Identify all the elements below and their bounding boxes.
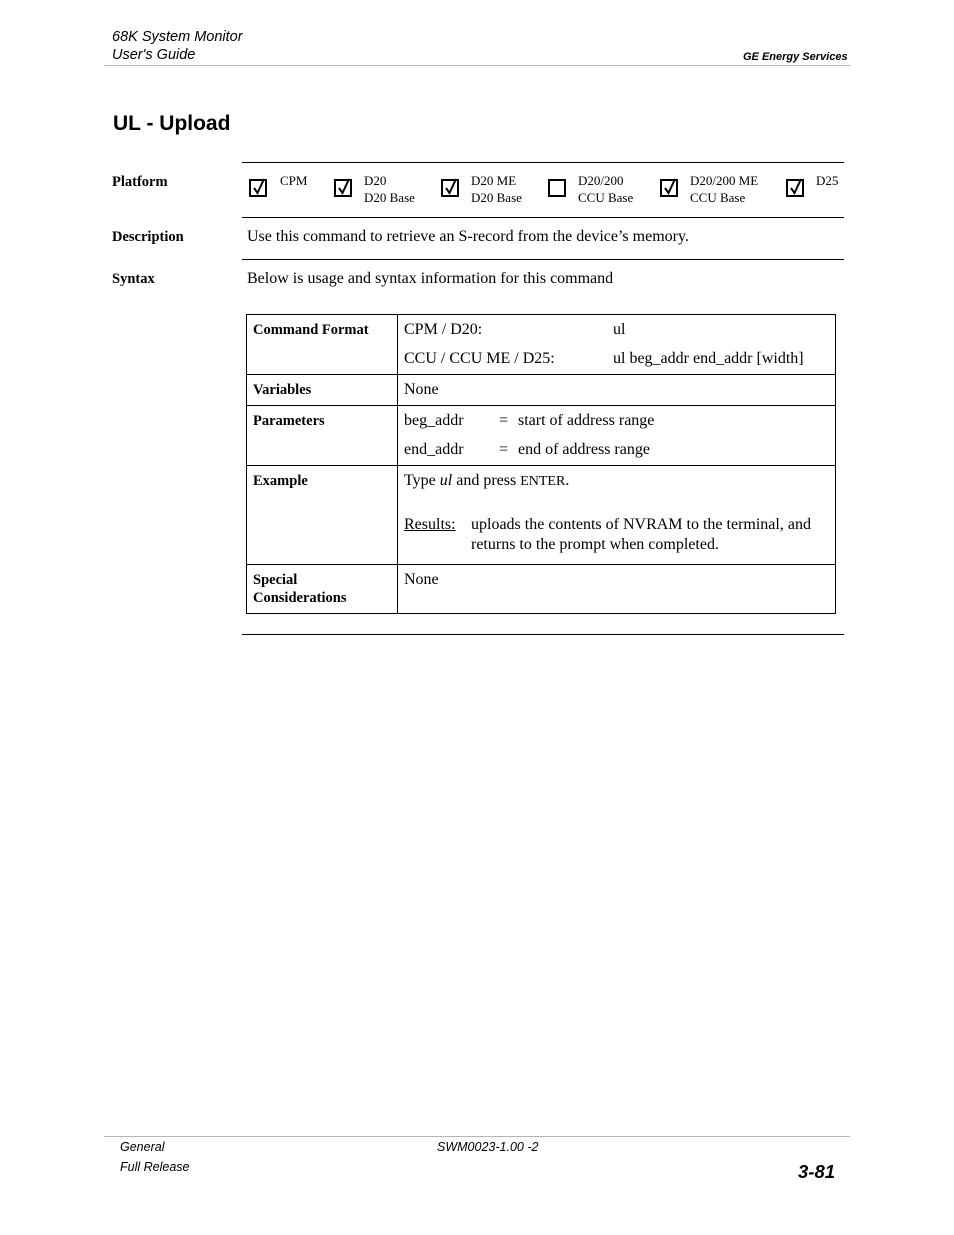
platform-item-d20-200: D20/200 CCU Base	[578, 173, 634, 205]
footer-doc-id: SWM0023-1.00 -2	[437, 1140, 539, 1154]
header-divider	[104, 65, 850, 66]
command-format-cell	[398, 315, 836, 375]
platform-item-d25: D25	[816, 173, 839, 188]
parameters-cell	[398, 406, 836, 466]
footer-category: General	[120, 1140, 165, 1154]
example-instruction: Type ul and press ENTER.	[404, 472, 570, 489]
parameters-row	[247, 406, 836, 466]
company-name: GE Energy Services	[743, 51, 848, 63]
parameter-line	[404, 411, 829, 440]
command-format-label: Command Format	[247, 315, 398, 375]
syntax-label: Syntax	[112, 271, 155, 287]
description-text: Use this command to retrieve an S-record from the device’s memory.	[247, 228, 689, 245]
example-cell	[398, 466, 836, 565]
description-bottom-rule	[242, 259, 844, 260]
command-format-line	[404, 320, 829, 349]
footer-divider	[104, 1136, 850, 1137]
document-title	[112, 28, 243, 64]
footer-left	[120, 1140, 189, 1174]
checkbox-d20-icon	[334, 179, 352, 197]
parameter-line	[404, 440, 829, 460]
special-considerations-row	[247, 565, 836, 614]
parameter-desc: end of address range	[518, 441, 650, 458]
example-results	[404, 515, 829, 555]
variables-value: None	[398, 375, 836, 406]
parameter-equals: =	[499, 412, 509, 429]
example-command: ul	[439, 472, 453, 489]
platform-item-cpm: CPM	[280, 173, 308, 188]
special-considerations-value: None	[398, 565, 836, 614]
parameter-equals: =	[499, 441, 509, 458]
platform-item-d20me: D20 ME D20 Base	[471, 173, 522, 205]
variables-label: Variables	[247, 375, 398, 406]
platform-item-d20: D20 D20 Base	[364, 173, 415, 205]
command-platform: CPM / D20:	[404, 321, 483, 338]
platform-item-d20-200me: D20/200 ME CCU Base	[690, 173, 759, 205]
results-label: Results:	[404, 516, 456, 533]
section-end-rule	[242, 634, 844, 635]
command-syntax: ul	[613, 321, 626, 338]
checkbox-d20me-icon	[441, 179, 459, 197]
parameter-name: beg_addr	[404, 412, 464, 429]
footer-release: Full Release	[120, 1160, 190, 1174]
document-title-line1: 68K System Monitor	[112, 29, 243, 45]
parameter-desc: start of address range	[518, 412, 655, 429]
parameters-label: Parameters	[247, 406, 398, 466]
document-title-line2: User's Guide	[112, 47, 196, 63]
checkbox-d25-icon	[786, 179, 804, 197]
checkbox-cpm-icon	[249, 179, 267, 197]
checkbox-d20-200-icon	[548, 179, 566, 197]
section-title: UL - Upload	[113, 112, 231, 135]
command-syntax: ul beg_addr end_addr [width]	[613, 350, 804, 367]
command-format-line	[404, 349, 829, 369]
results-text: uploads the contents of NVRAM to the terminal, and returns to the prompt when completed.	[471, 516, 811, 553]
platform-label: Platform	[112, 174, 168, 190]
variables-row	[247, 375, 836, 406]
description-label: Description	[112, 229, 184, 245]
platform-bottom-rule	[242, 217, 844, 218]
page-number: 3-81	[798, 1161, 836, 1182]
enter-key: ENTER	[520, 474, 566, 489]
checkbox-d20-200me-icon	[660, 179, 678, 197]
syntax-intro: Below is usage and syntax information for this command	[247, 270, 614, 287]
example-label: Example	[247, 466, 398, 565]
special-considerations-label: Special Considerations	[247, 565, 398, 614]
syntax-table	[246, 314, 836, 614]
parameter-name: end_addr	[404, 441, 464, 458]
command-platform: CCU / CCU ME / D25:	[404, 350, 555, 367]
example-row	[247, 466, 836, 565]
command-format-row	[247, 315, 836, 375]
platform-top-rule	[242, 162, 844, 163]
